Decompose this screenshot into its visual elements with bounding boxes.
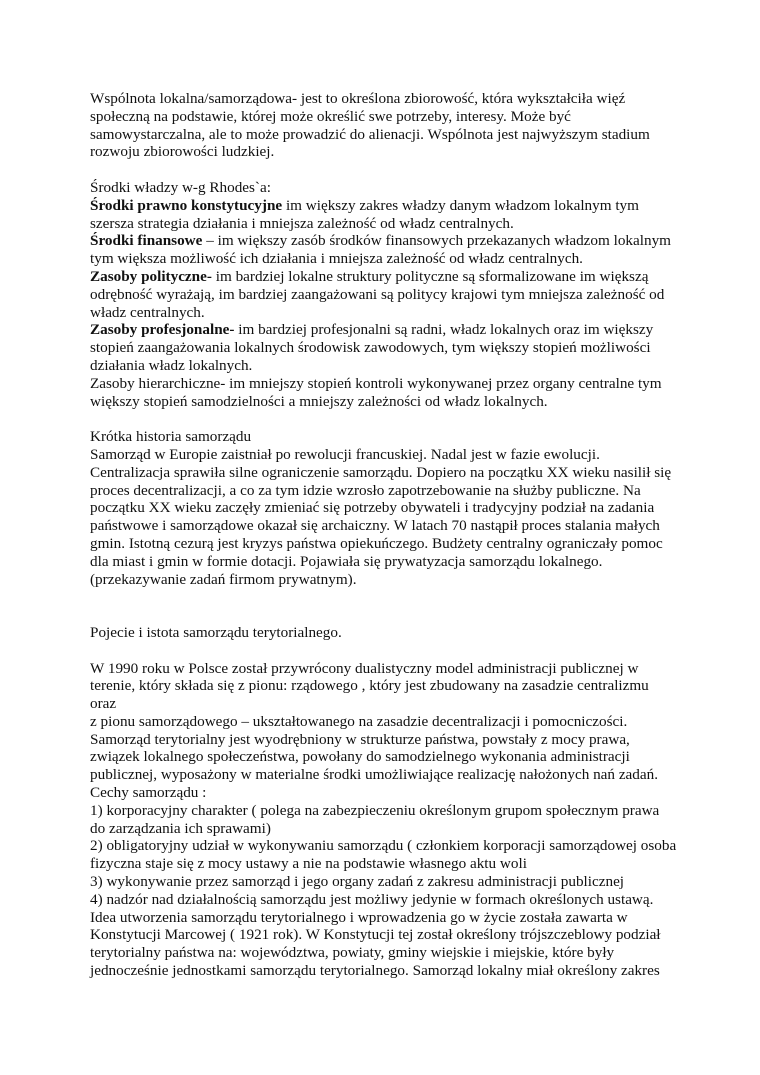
- term-political: Zasoby polityczne-: [90, 267, 212, 285]
- concept-p1a: W 1990 roku w Polsce został przywrócony dualistyczny model administracji publicznej w terenie, który składa się z pionu: rządowego , który jest zbudowany na zasadzie centralizmu oraz: [90, 659, 649, 713]
- feature-4: 4) nadzór nad działalnością samorządu jest możliwy jedynie w formach określonych ustawą.: [90, 890, 654, 908]
- history-body: Samorząd w Europie zaistniał po rewolucji francuskiej. Nadal jest w fazie ewolucji. Centralizacja sprawiła silne ograniczenie samorządu. Dopiero na początku XX wieku nasilił się proces decentralizacji, a co za tym idzie wzrosło zapotrzebowanie na służby publiczne. Na początku XX wieku zaczęły zmieniać się potrzeby obywateli i tradycyjny podział na zadania państwowe i samorządowe okazał się archaiczny. W latach 70 nastąpił proces stalania małych gmin. Istotną cezurą jest kryzys państwa opiekuńczego. Budżety centralny ograniczały pomoc dla miast i gmin w formie dotacji. Pojawiała się prywatyzacja samorządu lokalnego. (przekazywanie zadań firmom prywatnym).: [90, 445, 672, 588]
- rhodes-item-political: [90, 268, 678, 321]
- spacer: [90, 410, 678, 428]
- text-professional: im bardziej profesjonalni są radni, władz lokalnych oraz im większy stopień zaangażowania lokalnych środowisk zawodowych, tym większy stopień możliwości działania władz lokalnych.: [90, 321, 654, 374]
- text-financial: – im większy zasób środków finansowych przekazanych władzom lokalnym tym większa możliwość ich działania i mniejsza zależność od władz centralnych.: [90, 232, 671, 268]
- feature-3: 3) wykonywanie przez samorząd i jego organy zadań z zakresu administracji publicznej: [90, 873, 625, 891]
- concept-p3: Idea utworzenia samorządu terytorialnego i wprowadzenia go w życie została zawarta w Konstytucji Marcowej ( 1921 rok). W Konstytucji tej został określony trójszczeblowy podział terytorialny państwa na: województwa, powiaty, gminy wiejskie i miejskie, które były jednocześnie jednostkami samorządu terytorialnego. Samorząd lokalny miał określony zakres: [90, 908, 661, 980]
- text-legal: im większy zakres władzy danym władzom lokalnym tym szersza strategia działania i mniejsza zależność od władz centralnych.: [90, 196, 639, 232]
- concept-p1b: z pionu samorządowego – ukształtowanego na zasadzie decentralizacji i pomocniczości.: [90, 712, 628, 730]
- rhodes-item-hierarchical: Zasoby hierarchiczne- im mniejszy stopień kontroli wykonywanej przez organy centralne tym większy stopień samodzielności a mniejszy zależności od władz lokalnych.: [90, 374, 662, 410]
- rhodes-heading: Środki władzy w-g Rhodes`a:: [90, 178, 271, 196]
- intro-paragraph: Wspólnota lokalna/samorządowa- jest to określona zbiorowość, która wykształciła więź społeczną na podstawie, której może określić swe potrzeby, interesy. Może być samowystarczalna, ale to może prowadzić do alienacji. Wspólnota jest najwyższym stadium rozwoju zbiorowości ludzkiej.: [90, 90, 650, 161]
- spacer: [90, 161, 678, 179]
- concept-p2: Samorząd terytorialny jest wyodrębniony w strukturze państwa, powstały z mocy prawa, związek lokalnego społeczeństwa, powołany do samodzielnego wykonania administracji publicznej, wyposażony w materialne środki umożliwiające realizację nałożonych nań zadań.: [90, 730, 659, 784]
- concept-heading: Pojecie i istota samorządu terytorialnego.: [90, 623, 342, 641]
- rhodes-item-professional: [90, 321, 678, 374]
- term-legal: Środki prawno konstytucyjne: [90, 196, 283, 214]
- feature-2: 2) obligatoryjny udział w wykonywaniu samorządu ( członkiem korporacji samorządowej osoba fizyczna staje się z mocy ustawy a nie na podstawie własnego aktu woli: [90, 837, 677, 873]
- term-professional: Zasoby profesjonalne-: [90, 321, 235, 339]
- features-heading: Cechy samorządu :: [90, 784, 207, 802]
- feature-1: 1) korporacyjny charakter ( polega na zabezpieczeniu określonym grupom społecznym prawa do zarządzania ich sprawami): [90, 801, 660, 837]
- spacer: [90, 588, 678, 624]
- text-political: im bardziej lokalne struktury polityczne są sformalizowane im większą odrębność wyrażają, im bardziej zaangażowani są politycy krajowi tym mniejsza zależność od władz centralnych.: [90, 267, 665, 321]
- history-heading: Krótka historia samorządu: [90, 428, 252, 446]
- spacer: [90, 642, 678, 660]
- rhodes-item-legal: [90, 197, 678, 233]
- rhodes-item-financial: [90, 232, 678, 268]
- term-financial: Środki finansowe: [90, 232, 203, 250]
